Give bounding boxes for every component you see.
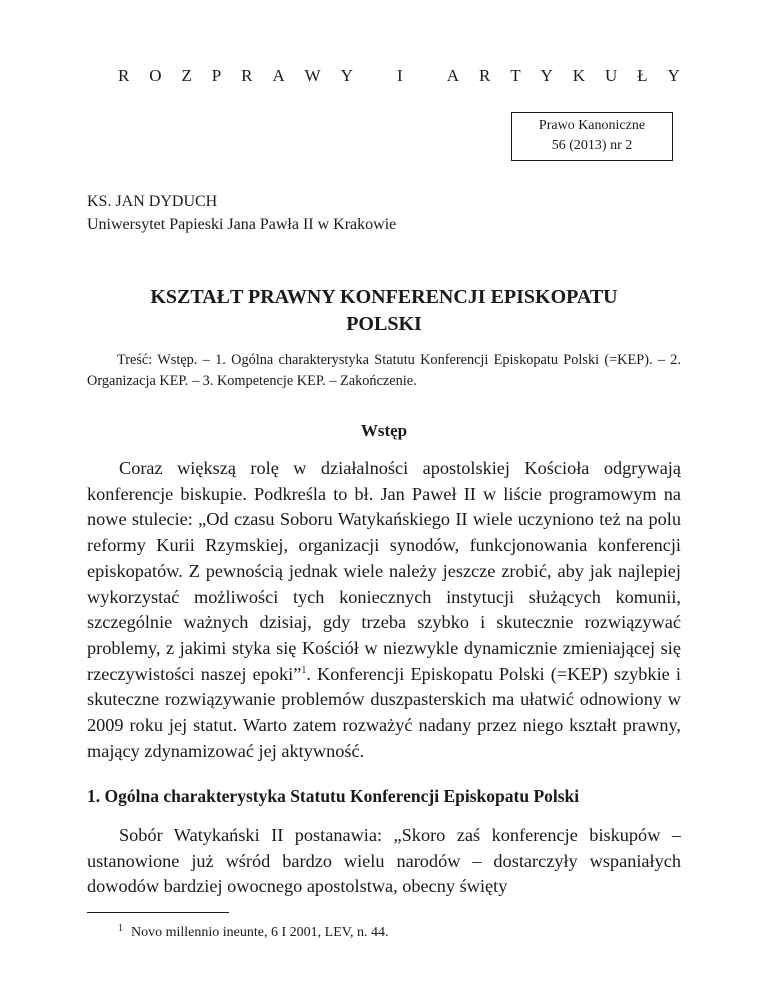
header-letter xyxy=(373,66,377,86)
article-title xyxy=(87,284,681,338)
journal-info-box xyxy=(511,112,673,161)
footnote-mark: 1 xyxy=(118,923,123,934)
author-name: KS. JAN DYDUCH xyxy=(87,193,218,210)
journal-name: Prawo Kanoniczne xyxy=(538,118,646,133)
footnote-ref[interactable]: 1 xyxy=(301,664,307,676)
footnote-divider xyxy=(87,912,229,913)
intro-paragraph-part-2: . Konferencji Episkopatu Polski (=KEP) szybkie i skuteczne rozwiązywanie problemów duszpasterskich ma ułatwić odnowiony w 2009 roku jej statut. Warto zatem rozważyć nadany przez niego kształt prawny, mający zdynamizować jej aktywność. xyxy=(87,663,681,761)
intro-heading: Wstęp xyxy=(360,421,408,440)
header-letter: A xyxy=(272,66,285,85)
section-header xyxy=(118,66,680,86)
header-letter: P xyxy=(211,66,222,85)
author-block xyxy=(87,190,396,236)
header-letter: Y xyxy=(540,66,553,85)
table-of-contents: Treść: Wstęp. – 1. Ogólna charakterystyka Statutu Konferencji Episkopatu Polski (=KEP). – 2. Organizacja KEP. – 3. Kompetencje KEP. – Zakończenie. xyxy=(87,352,681,389)
header-letter: K xyxy=(572,66,586,85)
article-title-line-1: KSZTAŁT PRAWNY KONFERENCJI EPISKOPATU xyxy=(150,286,618,308)
header-letter: R xyxy=(241,66,253,85)
header-letter xyxy=(423,66,427,86)
header-letter: U xyxy=(604,66,618,85)
header-letter: Y xyxy=(340,66,353,85)
header-letter: R xyxy=(478,66,491,85)
header-letter: A xyxy=(446,66,460,85)
header-letter: R xyxy=(118,66,130,85)
author-affiliation: Uniwersytet Papieski Jana Pawła II w Krakowie xyxy=(87,216,397,233)
footnote-text: Novo millennio ineunte, 6 I 2001, LEV, n. 44. xyxy=(131,925,389,940)
intro-paragraph xyxy=(87,456,681,764)
header-letter: W xyxy=(304,66,321,85)
header-letter: Z xyxy=(181,66,192,85)
header-letter: Ł xyxy=(637,66,648,85)
footnote xyxy=(118,920,389,942)
article-title-line-2: POLSKI xyxy=(346,313,422,335)
header-letter: O xyxy=(149,66,162,85)
intro-paragraph-part-1: Coraz większą rolę w działalności apostolskiej Kościoła odgrywają konferencje biskupie. Podkreśla to bł. Jan Paweł II w liście programowym na nowe stulecie: „Od czasu Soboru Watykańskiego II wiele uczyniono też na polu reformy Kurii Rzymskiej, organizacji synodów, funkcjonowania konferencji episkopatów. Z pewnością jednak wiele należy jeszcze zrobić, aby jak najlepiej wykorzystać możliwości tych koniecznych instytucji służących komunii, szczególnie ważnych dzisiaj, gdy trzeba szybko i skutecznie rozwiązywać problemy, z jakimi styka się Kościół w niezwykle dynamicznie zmieniającej się rzeczywistości naszej epoki” xyxy=(87,458,681,684)
section-1-paragraph: Sobór Watykański II postanawia: „Skoro zaś konferencje biskupów – ustanowione już wśród bardzo wielu narodów – dostarczyły wspaniałych dowodów bardziej owocnego apostolstwa, obecny święty xyxy=(87,825,681,897)
section-1-heading: 1. Ogólna charakterystyka Statutu Konferencji Episkopatu Polski xyxy=(87,786,580,806)
header-letter: Y xyxy=(667,66,680,85)
journal-issue: 56 (2013) nr 2 xyxy=(551,138,633,153)
header-letter: T xyxy=(510,66,521,85)
header-letter: I xyxy=(396,66,403,85)
